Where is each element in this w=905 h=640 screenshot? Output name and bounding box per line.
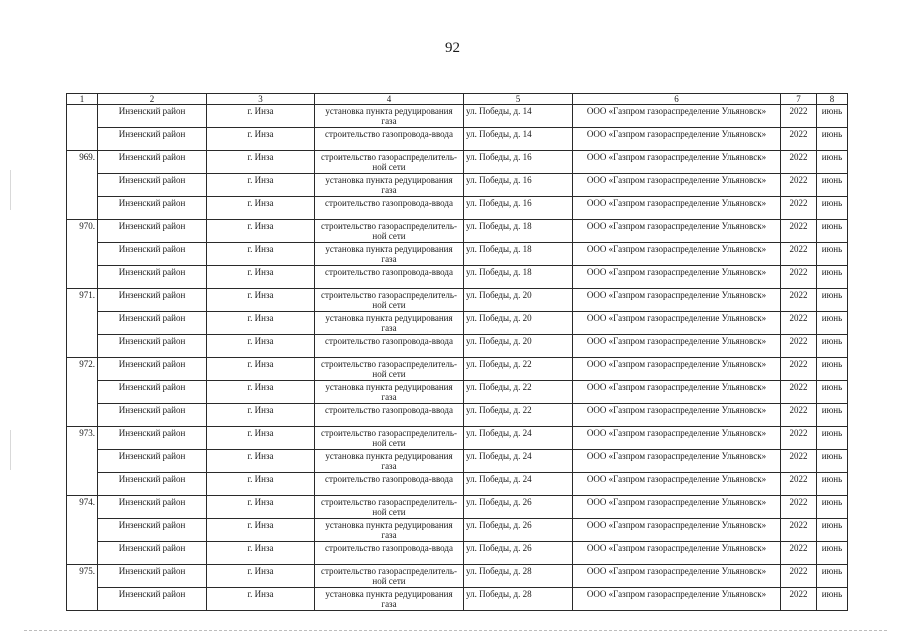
organization-cell: ООО «Газпром газораспределение Ульяновск» (573, 450, 781, 473)
organization-cell: ООО «Газпром газораспределение Ульяновск» (573, 266, 781, 289)
organization-cell: ООО «Газпром газораспределение Ульяновск» (573, 381, 781, 404)
year-cell: 2022 (781, 243, 817, 266)
row-number-cell (67, 174, 98, 197)
address-cell: ул. Победы, д. 24 (464, 473, 573, 496)
district-cell: Инзенский район (98, 381, 207, 404)
work-type-cell: строительство газопровода-ввода (315, 128, 464, 151)
city-cell: г. Инза (207, 565, 315, 588)
organization-cell: ООО «Газпром газораспределение Ульяновск» (573, 243, 781, 266)
address-cell: ул. Победы, д. 18 (464, 266, 573, 289)
organization-cell: ООО «Газпром газораспределение Ульяновск» (573, 427, 781, 450)
work-type-cell: установка пункта редуцирования газа (315, 105, 464, 128)
month-cell: июнь (817, 243, 848, 266)
city-cell: г. Инза (207, 542, 315, 565)
city-cell: г. Инза (207, 381, 315, 404)
work-type-cell: установка пункта редуцирования газа (315, 450, 464, 473)
address-cell: ул. Победы, д. 22 (464, 358, 573, 381)
work-type-cell: строительство газораспределитель-ной сети (315, 565, 464, 588)
row-number-cell (67, 519, 98, 542)
table-row (67, 243, 848, 266)
city-cell: г. Инза (207, 473, 315, 496)
column-header: 6 (573, 94, 781, 105)
address-cell: ул. Победы, д. 26 (464, 496, 573, 519)
table-row (67, 220, 848, 243)
work-type-cell: строительство газораспределитель-ной сети (315, 358, 464, 381)
organization-cell: ООО «Газпром газораспределение Ульяновск» (573, 473, 781, 496)
column-header: 7 (781, 94, 817, 105)
table-row (67, 565, 848, 588)
column-number-row (67, 94, 848, 105)
organization-cell: ООО «Газпром газораспределение Ульяновск» (573, 151, 781, 174)
month-cell: июнь (817, 496, 848, 519)
district-cell: Инзенский район (98, 105, 207, 128)
table-row (67, 427, 848, 450)
city-cell: г. Инза (207, 243, 315, 266)
column-header: 1 (67, 94, 98, 105)
work-type-cell: строительство газораспределитель-ной сети (315, 220, 464, 243)
city-cell: г. Инза (207, 496, 315, 519)
table-row (67, 450, 848, 473)
month-cell: июнь (817, 381, 848, 404)
district-cell: Инзенский район (98, 565, 207, 588)
month-cell: июнь (817, 542, 848, 565)
work-type-cell: строительство газораспределитель-ной сети (315, 289, 464, 312)
year-cell: 2022 (781, 588, 817, 611)
address-cell: ул. Победы, д. 28 (464, 588, 573, 611)
work-type-cell: установка пункта редуцирования газа (315, 381, 464, 404)
work-type-cell: установка пункта редуцирования газа (315, 243, 464, 266)
city-cell: г. Инза (207, 519, 315, 542)
organization-cell: ООО «Газпром газораспределение Ульяновск» (573, 565, 781, 588)
address-cell: ул. Победы, д. 16 (464, 174, 573, 197)
year-cell: 2022 (781, 381, 817, 404)
organization-cell: ООО «Газпром газораспределение Ульяновск» (573, 220, 781, 243)
row-number-cell (67, 335, 98, 358)
table-row (67, 128, 848, 151)
organization-cell: ООО «Газпром газораспределение Ульяновск» (573, 519, 781, 542)
month-cell: июнь (817, 197, 848, 220)
organization-cell: ООО «Газпром газораспределение Ульяновск» (573, 197, 781, 220)
district-cell: Инзенский район (98, 496, 207, 519)
district-cell: Инзенский район (98, 542, 207, 565)
district-cell: Инзенский район (98, 174, 207, 197)
row-number-cell: 972. (67, 358, 98, 381)
month-cell: июнь (817, 519, 848, 542)
work-type-cell: строительство газопровода-ввода (315, 197, 464, 220)
month-cell: июнь (817, 473, 848, 496)
row-number-cell (67, 197, 98, 220)
district-cell: Инзенский район (98, 519, 207, 542)
district-cell: Инзенский район (98, 197, 207, 220)
address-cell: ул. Победы, д. 18 (464, 220, 573, 243)
year-cell: 2022 (781, 151, 817, 174)
address-cell: ул. Победы, д. 26 (464, 542, 573, 565)
row-number-cell (67, 266, 98, 289)
district-cell: Инзенский район (98, 220, 207, 243)
year-cell: 2022 (781, 266, 817, 289)
page-number: 92 (445, 40, 460, 56)
row-number-cell (67, 542, 98, 565)
district-cell: Инзенский район (98, 266, 207, 289)
page-bottom-edge (24, 630, 887, 631)
city-cell: г. Инза (207, 151, 315, 174)
year-cell: 2022 (781, 105, 817, 128)
address-cell: ул. Победы, д. 20 (464, 335, 573, 358)
district-cell: Инзенский район (98, 151, 207, 174)
city-cell: г. Инза (207, 128, 315, 151)
district-cell: Инзенский район (98, 473, 207, 496)
district-cell: Инзенский район (98, 312, 207, 335)
year-cell: 2022 (781, 289, 817, 312)
column-header: 8 (817, 94, 848, 105)
city-cell: г. Инза (207, 404, 315, 427)
row-number-cell: 975. (67, 565, 98, 588)
table-row (67, 473, 848, 496)
city-cell: г. Инза (207, 105, 315, 128)
month-cell: июнь (817, 588, 848, 611)
month-cell: июнь (817, 289, 848, 312)
organization-cell: ООО «Газпром газораспределение Ульяновск» (573, 335, 781, 358)
city-cell: г. Инза (207, 427, 315, 450)
organization-cell: ООО «Газпром газораспределение Ульяновск» (573, 542, 781, 565)
work-type-cell: строительство газопровода-ввода (315, 404, 464, 427)
city-cell: г. Инза (207, 358, 315, 381)
table-row (67, 266, 848, 289)
city-cell: г. Инза (207, 450, 315, 473)
work-type-cell: строительство газопровода-ввода (315, 335, 464, 358)
district-cell: Инзенский район (98, 588, 207, 611)
year-cell: 2022 (781, 427, 817, 450)
row-number-cell (67, 404, 98, 427)
month-cell: июнь (817, 358, 848, 381)
month-cell: июнь (817, 266, 848, 289)
address-cell: ул. Победы, д. 24 (464, 427, 573, 450)
district-cell: Инзенский район (98, 289, 207, 312)
row-number-cell (67, 381, 98, 404)
city-cell: г. Инза (207, 197, 315, 220)
table-body (67, 105, 848, 611)
scan-edge-mark (10, 170, 11, 210)
row-number-cell (67, 473, 98, 496)
row-number-cell (67, 588, 98, 611)
row-number-cell: 974. (67, 496, 98, 519)
organization-cell: ООО «Газпром газораспределение Ульяновск» (573, 588, 781, 611)
month-cell: июнь (817, 128, 848, 151)
district-cell: Инзенский район (98, 404, 207, 427)
organization-cell: ООО «Газпром газораспределение Ульяновск» (573, 312, 781, 335)
table-row (67, 542, 848, 565)
schedule-table (66, 93, 848, 611)
year-cell: 2022 (781, 473, 817, 496)
table-row (67, 358, 848, 381)
address-cell: ул. Победы, д. 26 (464, 519, 573, 542)
month-cell: июнь (817, 427, 848, 450)
month-cell: июнь (817, 450, 848, 473)
month-cell: июнь (817, 105, 848, 128)
address-cell: ул. Победы, д. 16 (464, 151, 573, 174)
table-row (67, 335, 848, 358)
year-cell: 2022 (781, 174, 817, 197)
address-cell: ул. Победы, д. 22 (464, 404, 573, 427)
city-cell: г. Инза (207, 174, 315, 197)
organization-cell: ООО «Газпром газораспределение Ульяновск» (573, 128, 781, 151)
city-cell: г. Инза (207, 312, 315, 335)
address-cell: ул. Победы, д. 24 (464, 450, 573, 473)
year-cell: 2022 (781, 220, 817, 243)
year-cell: 2022 (781, 565, 817, 588)
work-type-cell: строительство газораспределитель-ной сети (315, 427, 464, 450)
row-number-cell (67, 243, 98, 266)
district-cell: Инзенский район (98, 243, 207, 266)
organization-cell: ООО «Газпром газораспределение Ульяновск» (573, 358, 781, 381)
table-row (67, 151, 848, 174)
organization-cell: ООО «Газпром газораспределение Ульяновск» (573, 174, 781, 197)
row-number-cell: 970. (67, 220, 98, 243)
district-cell: Инзенский район (98, 335, 207, 358)
district-cell: Инзенский район (98, 450, 207, 473)
month-cell: июнь (817, 151, 848, 174)
table-row (67, 197, 848, 220)
column-header: 3 (207, 94, 315, 105)
city-cell: г. Инза (207, 289, 315, 312)
work-type-cell: строительство газопровода-ввода (315, 266, 464, 289)
address-cell: ул. Победы, д. 20 (464, 289, 573, 312)
month-cell: июнь (817, 174, 848, 197)
year-cell: 2022 (781, 312, 817, 335)
organization-cell: ООО «Газпром газораспределение Ульяновск» (573, 404, 781, 427)
table-row (67, 496, 848, 519)
city-cell: г. Инза (207, 588, 315, 611)
year-cell: 2022 (781, 335, 817, 358)
work-type-cell: строительство газораспределитель-ной сети (315, 496, 464, 519)
work-type-cell: строительство газопровода-ввода (315, 473, 464, 496)
district-cell: Инзенский район (98, 128, 207, 151)
table-row (67, 289, 848, 312)
scan-edge-mark (10, 430, 11, 470)
address-cell: ул. Победы, д. 14 (464, 128, 573, 151)
organization-cell: ООО «Газпром газораспределение Ульяновск» (573, 105, 781, 128)
year-cell: 2022 (781, 128, 817, 151)
address-cell: ул. Победы, д. 14 (464, 105, 573, 128)
address-cell: ул. Победы, д. 22 (464, 381, 573, 404)
city-cell: г. Инза (207, 266, 315, 289)
address-cell: ул. Победы, д. 28 (464, 565, 573, 588)
organization-cell: ООО «Газпром газораспределение Ульяновск» (573, 289, 781, 312)
year-cell: 2022 (781, 404, 817, 427)
column-header: 2 (98, 94, 207, 105)
city-cell: г. Инза (207, 220, 315, 243)
address-cell: ул. Победы, д. 18 (464, 243, 573, 266)
work-type-cell: установка пункта редуцирования газа (315, 174, 464, 197)
city-cell: г. Инза (207, 335, 315, 358)
row-number-cell: 971. (67, 289, 98, 312)
column-header: 5 (464, 94, 573, 105)
table-row (67, 404, 848, 427)
month-cell: июнь (817, 312, 848, 335)
row-number-cell (67, 128, 98, 151)
table-row (67, 381, 848, 404)
month-cell: июнь (817, 565, 848, 588)
address-cell: ул. Победы, д. 20 (464, 312, 573, 335)
work-type-cell: установка пункта редуцирования газа (315, 588, 464, 611)
work-type-cell: строительство газопровода-ввода (315, 542, 464, 565)
row-number-cell: 973. (67, 427, 98, 450)
table-row (67, 588, 848, 611)
year-cell: 2022 (781, 450, 817, 473)
year-cell: 2022 (781, 197, 817, 220)
table-row (67, 174, 848, 197)
row-number-cell (67, 450, 98, 473)
table-row (67, 519, 848, 542)
year-cell: 2022 (781, 542, 817, 565)
month-cell: июнь (817, 404, 848, 427)
month-cell: июнь (817, 335, 848, 358)
row-number-cell (67, 312, 98, 335)
work-type-cell: установка пункта редуцирования газа (315, 312, 464, 335)
column-header: 4 (315, 94, 464, 105)
organization-cell: ООО «Газпром газораспределение Ульяновск» (573, 496, 781, 519)
table-row (67, 312, 848, 335)
district-cell: Инзенский район (98, 427, 207, 450)
table-row (67, 105, 848, 128)
work-type-cell: установка пункта редуцирования газа (315, 519, 464, 542)
work-type-cell: строительство газораспределитель-ной сети (315, 151, 464, 174)
year-cell: 2022 (781, 358, 817, 381)
row-number-cell: 969. (67, 151, 98, 174)
district-cell: Инзенский район (98, 358, 207, 381)
address-cell: ул. Победы, д. 16 (464, 197, 573, 220)
month-cell: июнь (817, 220, 848, 243)
year-cell: 2022 (781, 496, 817, 519)
row-number-cell (67, 105, 98, 128)
year-cell: 2022 (781, 519, 817, 542)
